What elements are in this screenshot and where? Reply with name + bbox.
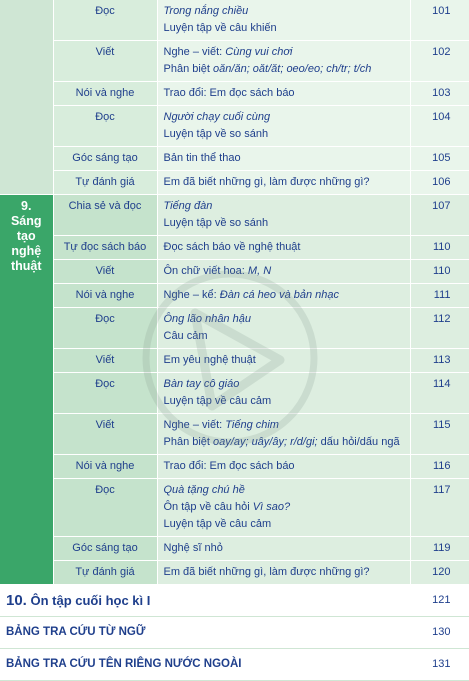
content-text: Trao đổi: Em đọc sách báo — [163, 87, 295, 99]
content-text: Luyện tập về so sánh — [163, 128, 269, 140]
content-text: Người chạy cuối cùng — [163, 111, 271, 123]
section-row — [0, 585, 469, 617]
content-text: Em đã biết những gì, làm được những gì? — [163, 566, 370, 578]
content-line — [164, 239, 404, 256]
lesson-skill: Nói và nghe — [53, 284, 157, 308]
page-number: 110 — [410, 260, 469, 284]
page-number: 104 — [410, 106, 469, 147]
section-title — [0, 585, 410, 617]
toc-row — [0, 106, 469, 147]
section-title — [0, 649, 410, 681]
content-line — [164, 540, 404, 557]
lesson-content — [157, 41, 410, 82]
lesson-content — [157, 236, 410, 260]
content-line — [164, 458, 404, 475]
toc-row — [0, 171, 469, 195]
content-line — [164, 417, 404, 434]
toc-row — [0, 537, 469, 561]
content-text: Cùng vui chơi — [225, 46, 293, 58]
toc-row — [0, 561, 469, 585]
lesson-content — [157, 0, 410, 41]
page-number: 111 — [410, 284, 469, 308]
content-line — [164, 516, 404, 533]
content-line — [164, 352, 404, 369]
unit-9-title — [0, 195, 53, 585]
toc-row — [0, 284, 469, 308]
content-text: Nghệ sĩ nhỏ — [163, 542, 223, 554]
content-text: Quà tặng chú hề — [163, 484, 245, 496]
content-text: Ôn chữ viết hoa: — [163, 265, 248, 277]
content-text: Ông lão nhân hậu — [163, 313, 251, 325]
page-number: 112 — [410, 308, 469, 349]
content-text: Trong nắng chiều — [163, 5, 249, 17]
content-line — [164, 311, 404, 328]
lesson-content — [157, 479, 410, 537]
content-text: Câu cảm — [163, 330, 208, 342]
lesson-content — [157, 147, 410, 171]
content-line — [164, 44, 404, 61]
content-line — [164, 434, 404, 451]
content-text: Bàn tay cô giáo — [163, 378, 240, 390]
content-text: Em đã biết những gì, làm được những gì? — [163, 176, 370, 188]
section-page: 131 — [410, 649, 469, 681]
lesson-content — [157, 195, 410, 236]
toc-row — [0, 41, 469, 82]
page-number: 119 — [410, 537, 469, 561]
content-line — [164, 85, 404, 102]
content-line — [164, 126, 404, 143]
content-text: Đàn cá heo và bản nhạc — [219, 289, 340, 301]
section-page: 130 — [410, 617, 469, 649]
content-text: Ôn tập về câu hỏi — [163, 501, 253, 513]
section-title-text: Ôn tập cuối học kì I — [26, 593, 151, 608]
page-number: 105 — [410, 147, 469, 171]
content-line — [164, 215, 404, 232]
unit-title-line: Sáng — [10, 214, 42, 228]
section-title-text: BẢNG TRA CỨU TÊN RIÊNG NƯỚC NGOÀI — [6, 658, 242, 670]
lesson-skill: Đọc — [53, 308, 157, 349]
content-line — [164, 3, 404, 20]
section-row — [0, 617, 469, 649]
lesson-content — [157, 414, 410, 455]
lesson-content — [157, 373, 410, 414]
content-line — [164, 564, 404, 581]
lesson-skill: Đọc — [53, 479, 157, 537]
content-text: Tiếng chim — [225, 419, 279, 431]
page-number: 120 — [410, 561, 469, 585]
lesson-content — [157, 537, 410, 561]
toc-row — [0, 260, 469, 284]
unit-cell-previous — [0, 0, 53, 195]
lesson-skill: Viết — [53, 414, 157, 455]
toc-row — [0, 308, 469, 349]
toc-row — [0, 349, 469, 373]
toc-row — [0, 147, 469, 171]
unit-number: 9. — [21, 199, 32, 213]
lesson-skill: Tự đánh giá — [53, 561, 157, 585]
content-line — [164, 376, 404, 393]
lesson-skill: Chia sẻ và đọc — [53, 195, 157, 236]
page-number: 102 — [410, 41, 469, 82]
section-page: 121 — [410, 585, 469, 617]
page-number: 116 — [410, 455, 469, 479]
page-number: 107 — [410, 195, 469, 236]
content-line — [164, 198, 404, 215]
content-text: M, N — [247, 265, 272, 277]
lesson-skill: Nói và nghe — [53, 82, 157, 106]
lesson-skill: Tự đọc sách báo — [53, 236, 157, 260]
lesson-skill: Đọc — [53, 373, 157, 414]
content-text: Luyện tập về so sánh — [163, 217, 269, 229]
page-number: 110 — [410, 236, 469, 260]
page-number: 106 — [410, 171, 469, 195]
lesson-skill: Đọc — [53, 106, 157, 147]
section-title-text: BẢNG TRA CỨU TỪ NGỮ — [6, 626, 146, 638]
lesson-skill: Viết — [53, 41, 157, 82]
lesson-content — [157, 106, 410, 147]
content-text: Vì sao? — [252, 501, 291, 513]
lesson-content — [157, 308, 410, 349]
content-line — [164, 174, 404, 191]
content-line — [164, 20, 404, 37]
content-text: Đọc sách báo về nghệ thuật — [163, 241, 301, 253]
content-line — [164, 287, 404, 304]
page-number: 114 — [410, 373, 469, 414]
lesson-skill: Góc sáng tạo — [53, 537, 157, 561]
content-line — [164, 482, 404, 499]
toc-row — [0, 195, 469, 236]
lesson-content — [157, 455, 410, 479]
lesson-content — [157, 260, 410, 284]
unit-title-line: tạo — [16, 229, 36, 243]
content-text: Trao đổi: Em đọc sách báo — [163, 460, 295, 472]
lesson-content — [157, 82, 410, 106]
content-text: Luyện tập về câu khiến — [163, 22, 277, 34]
content-text: dấu hỏi/dấu ngã — [317, 436, 400, 448]
toc-row — [0, 236, 469, 260]
content-text: Phân biệt — [163, 63, 214, 75]
section-row — [0, 649, 469, 681]
content-text: Luyện tập về câu cảm — [163, 395, 272, 407]
toc-row — [0, 479, 469, 537]
content-text: Em yêu nghệ thuật — [163, 354, 256, 366]
content-line — [164, 150, 404, 167]
lesson-skill: Tự đánh giá — [53, 171, 157, 195]
lesson-skill: Viết — [53, 260, 157, 284]
content-text: Tiếng đàn — [163, 200, 213, 212]
toc-row — [0, 414, 469, 455]
content-line — [164, 328, 404, 345]
lesson-content — [157, 171, 410, 195]
toc-row — [0, 373, 469, 414]
content-text: Bản tin thể thao — [163, 152, 241, 164]
content-line — [164, 263, 404, 280]
content-line — [164, 61, 404, 78]
section-number: 10. — [6, 592, 27, 609]
toc-row — [0, 0, 469, 41]
content-text: Nghe – viết: — [163, 419, 226, 431]
lesson-skill: Nói và nghe — [53, 455, 157, 479]
lesson-skill: Viết — [53, 349, 157, 373]
content-line — [164, 109, 404, 126]
page-number: 103 — [410, 82, 469, 106]
section-title — [0, 617, 410, 649]
content-text: Nghe – viết: — [163, 46, 226, 58]
lesson-content — [157, 284, 410, 308]
page-number: 115 — [410, 414, 469, 455]
lesson-content — [157, 349, 410, 373]
content-text: oăn/ăn; oăt/ăt; oeo/eo; ch/tr; t/ch — [213, 63, 372, 75]
content-text: Luyện tập về câu cảm — [163, 518, 272, 530]
unit-title-line: thuật — [10, 259, 42, 273]
toc-row — [0, 455, 469, 479]
lesson-skill: Đọc — [53, 0, 157, 41]
content-text: Nghe – kể: — [163, 289, 220, 301]
content-text: Phân biệt — [163, 436, 214, 448]
page-number: 117 — [410, 479, 469, 537]
content-line — [164, 393, 404, 410]
page-number: 101 — [410, 0, 469, 41]
toc-row — [0, 82, 469, 106]
page-number: 113 — [410, 349, 469, 373]
content-text: oay/ay; uây/ây; r/d/gi; — [213, 436, 318, 448]
lesson-content — [157, 561, 410, 585]
unit-title-line: nghệ — [11, 244, 42, 258]
lesson-skill: Góc sáng tạo — [53, 147, 157, 171]
content-line — [164, 499, 404, 516]
